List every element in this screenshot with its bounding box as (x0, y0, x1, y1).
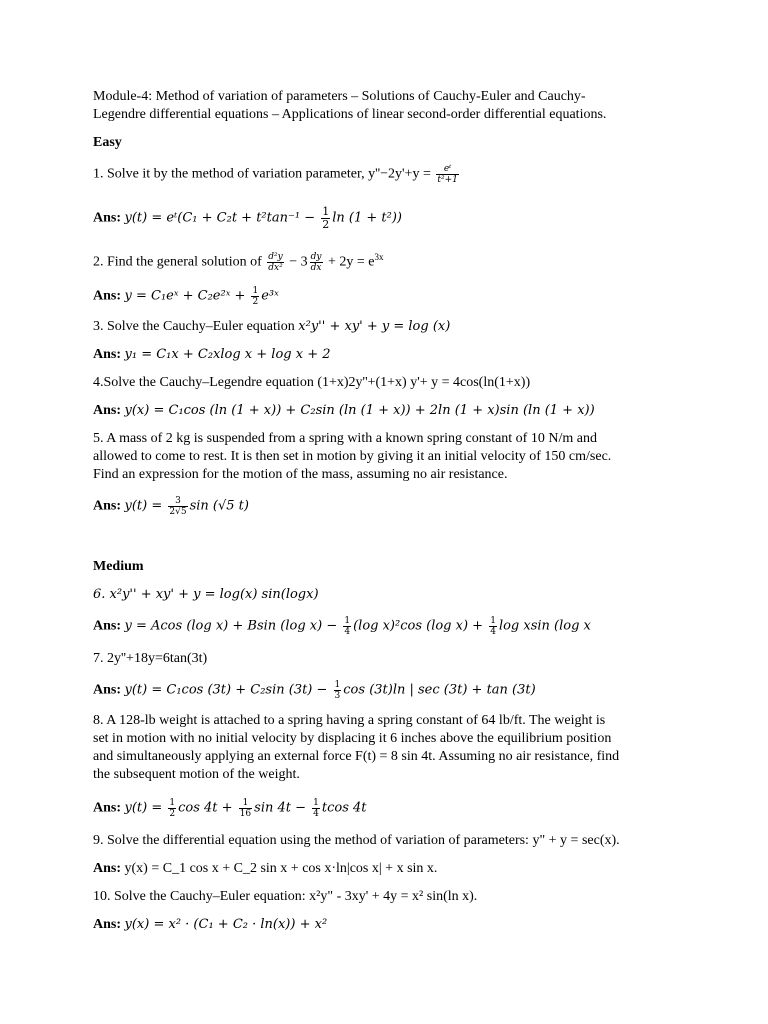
question-1 (93, 164, 683, 185)
question-1-text: 1. Solve it by the method of variation parameter, y''−2y'+y = (93, 166, 435, 182)
answer-10: Ans: y(x) = x² · (C₁ + C₂ · ln(x)) + x² (93, 917, 328, 932)
answer-4: Ans: y(x) = C₁cos (ln (1 + x)) + C₂sin (ln (1 + x)) + 2ln (1 + x)sin (ln (1 + x)) (93, 403, 595, 418)
answer-2: Ans: y = C₁eˣ + C₂e²ˣ + $\frac{1}{2}$ e³ˣ (93, 286, 279, 307)
question-8: 8. A 128-lb weight is attached to a spring having a spring constant of 64 lb/ft. The weight is set in motion with no initial velocity by displacing it 6 inches above the equilibrium position and simultaneously applying an external force F(t) = 8 sin 4t. Assuming no air resistance, find the subsequent motion of the weight. (93, 713, 620, 782)
answer-6: Ans: y = Acos (log x) + Bsin (log x) − $\frac{1}{4}$ (log x)²cos (log x) + $\frac{1}{4}$ log xsin (log x (93, 616, 591, 637)
question-7: 7. 2y''+18y=6tan(3t) (93, 651, 208, 666)
module-header (93, 88, 683, 124)
answer-3: Ans: y₁ = C₁x + C₂xlog x + log x + 2 (93, 347, 331, 362)
section-medium-heading: Medium (93, 559, 144, 574)
answer-9: Ans: y(x) = C_1 cos x + C_2 sin x + cos x·ln|cos x| + x sin x. (93, 861, 438, 876)
question-1-fraction: $\frac{\text{eᵗ}}{\text{t²+1}}$ (437, 164, 458, 185)
module-header-line2: Legendre differential equations – Applications of linear second-order differential equations. (93, 107, 607, 122)
question-3: 3. Solve the Cauchy–Euler equation x²y'' + xy' + y = log (x) (93, 319, 451, 334)
question-6: 6. x²y'' + xy' + y = log(x) sin(logx) (93, 587, 319, 602)
answer-label: Ans: (93, 210, 122, 226)
answer-1: Ans: y(t) = eᵗ(C₁ + C₂t + t²tan⁻¹ − $\frac{1}{2}$ ln (1 + t²)) (93, 205, 402, 231)
question-5: 5. A mass of 2 kg is suspended from a spring with a known spring constant of 10 N/m and allowed to come to rest. It is then set in motion by giving it an initial velocity of 150 cm/sec. Find an expression for the motion of the mass, assuming no air resistance. (93, 431, 612, 482)
question-10: 10. Solve the Cauchy–Euler equation: x²y" - 3xy' + 4y = x² sin(ln x). (93, 889, 478, 904)
question-2: 2. Find the general solution of $\frac{\text{d²y}}{\text{dx²}}$ − 3 $\frac{dy}{dx}$ + $2y = e^{3x}$ (93, 251, 384, 273)
question-4: 4.Solve the Cauchy–Legendre equation (1+x)2y''+(1+x) y'+ y = 4cos(ln(1+x)) (93, 375, 531, 390)
section-easy-heading: Easy (93, 135, 122, 150)
question-9: 9. Solve the differential equation using the method of variation of parameters: y" + y = sec(x). (93, 833, 620, 848)
answer-8: Ans: y(t) = $\frac{1}{2}$ cos 4t + $\frac{1}{16}$ sin 4t − $\frac{1}{4}$ tcos 4t (93, 798, 367, 819)
answer-5: Ans: y(t) = $\frac{3}{2√5}$ sin (√5 t) (93, 496, 249, 517)
module-header-line1: Module-4: Method of variation of parameters – Solutions of Cauchy-Euler and Cauchy- (93, 89, 586, 104)
answer-7: Ans: y(t) = C₁cos (3t) + C₂sin (3t) − $\frac{1}{3}$ cos (3t)ln | sec (3t) + tan (3t) (93, 680, 536, 701)
